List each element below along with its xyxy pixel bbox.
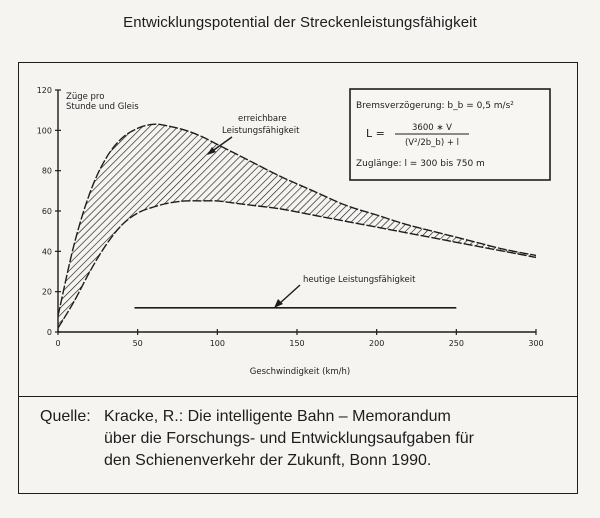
- y-tick-label: 120: [36, 86, 52, 95]
- x-tick-label: 50: [132, 339, 143, 348]
- caption-line1: Kracke, R.: Die intelligente Bahn – Memorandum: [104, 408, 451, 425]
- y-axis-label-line1: Züge pro: [66, 92, 105, 102]
- formula-train-length: Zuglänge: l = 300 bis 750 m: [356, 159, 485, 169]
- y-tick-label: 0: [46, 328, 52, 337]
- y-tick-label: 20: [41, 287, 52, 297]
- caption-line3: den Schienenverkehr der Zukunft, Bonn 1990.: [104, 452, 432, 469]
- line-label-arrowhead: [274, 299, 283, 308]
- lower-capacity-line: [58, 201, 536, 328]
- formula-box: [350, 89, 550, 180]
- formula-denominator: (V²/2b_b) + l: [404, 138, 460, 148]
- caption-line2: über die Forschungs- und Entwicklungsaufgaben für: [104, 430, 474, 447]
- y-tick-label: 80: [41, 166, 52, 176]
- y-tick-label: 100: [36, 126, 52, 136]
- x-tick-label: 150: [289, 339, 305, 348]
- x-tick-label: 300: [528, 339, 544, 348]
- x-tick-label: 0: [55, 339, 61, 348]
- formula-numerator: 3600 ∗ V: [412, 123, 452, 133]
- y-axis-label-line2: Stunde und Gleis: [66, 102, 139, 112]
- caption-label: Quelle:: [40, 408, 91, 425]
- y-tick-label: 60: [41, 207, 52, 216]
- formula-brake-line: Bremsverzögerung: b_b = 0,5 m/s²: [356, 101, 514, 111]
- source-caption: [40, 406, 580, 472]
- x-tick-label: 250: [448, 339, 464, 348]
- y-tick-label: 40: [41, 247, 52, 257]
- x-tick-label: 100: [209, 339, 225, 348]
- x-axis-label: Geschwindigkeit (km/h): [249, 367, 351, 377]
- area-label-line1: erreichbare: [238, 114, 287, 124]
- area-label-line2: Leistungsfähigkeit: [222, 126, 300, 136]
- page-title: Entwicklungspotential der Streckenleistungsfähigkeit: [123, 14, 477, 31]
- line-label-arrow: [279, 285, 300, 304]
- formula-lhs: L =: [366, 127, 385, 140]
- line-label: heutige Leistungsfähigkeit: [303, 275, 416, 285]
- x-tick-label: 200: [369, 339, 385, 348]
